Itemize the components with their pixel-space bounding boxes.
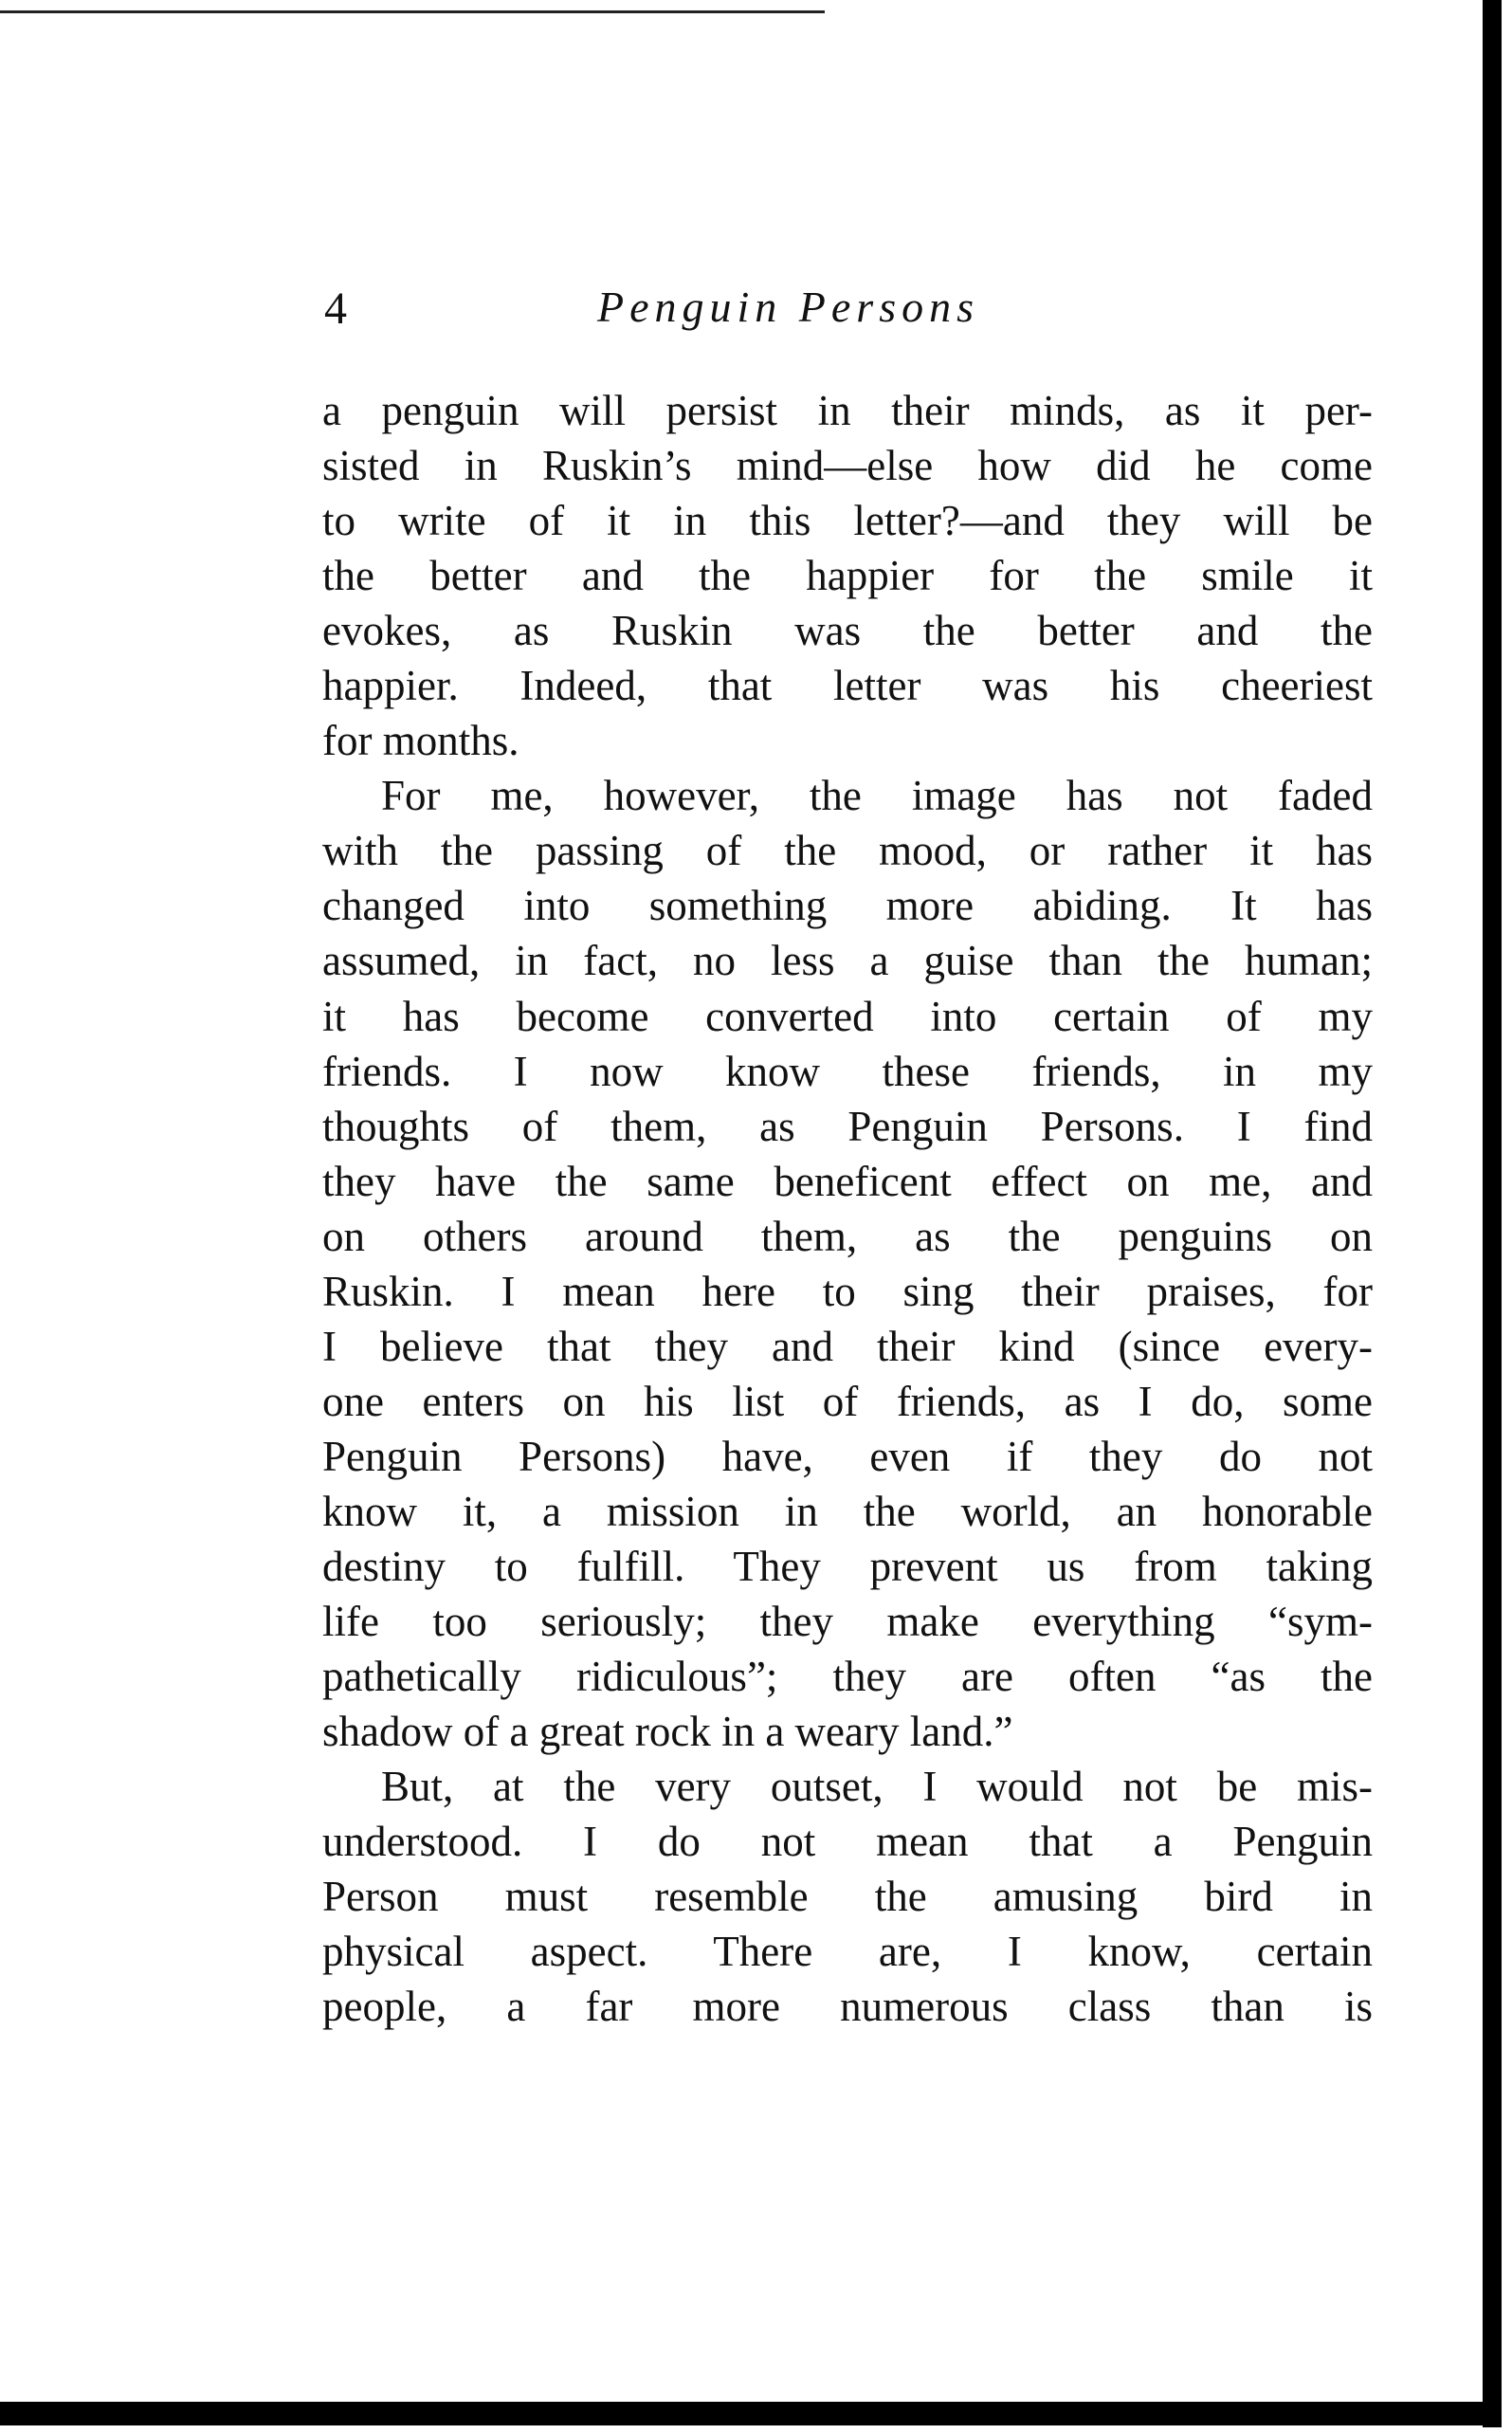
text-line: life too seriously; they make everything “sym- bbox=[322, 1598, 1373, 1646]
paragraph bbox=[322, 768, 1373, 1759]
text-line: one enters on his list of friends, as I do, some bbox=[322, 1377, 1373, 1425]
running-title: Penguin Persons bbox=[597, 283, 980, 331]
text-line: assumed, in fact, no less a guise than the human; bbox=[322, 937, 1373, 985]
text-line: the better and the happier for the smile it bbox=[322, 552, 1373, 600]
page-number: 4 bbox=[324, 284, 347, 334]
text-line: changed into something more abiding. It has bbox=[322, 882, 1373, 930]
text-line: people, a far more numerous class than is bbox=[322, 1983, 1373, 2031]
text-line: to write of it in this letter?—and they will be bbox=[322, 497, 1373, 545]
text-line: on others around them, as the penguins on bbox=[322, 1212, 1373, 1260]
paragraph bbox=[322, 383, 1373, 768]
text-line: evokes, as Ruskin was the better and the bbox=[322, 607, 1373, 655]
text-line: they have the same beneficent effect on me, and bbox=[322, 1157, 1373, 1205]
body-text bbox=[322, 383, 1373, 2034]
text-line: I believe that they and their kind (since every- bbox=[322, 1322, 1373, 1370]
text-line: sisted in Ruskin’s mind—else how did he come bbox=[322, 442, 1373, 490]
text-line: shadow of a great rock in a weary land.” bbox=[322, 1708, 1013, 1756]
text-line: Person must resemble the amusing bird in bbox=[322, 1873, 1373, 1921]
page-edge-shadow-right bbox=[1483, 0, 1502, 2427]
text-line: For me, however, the image has not faded bbox=[381, 772, 1373, 820]
text-line: Penguin Persons) have, even if they do not bbox=[322, 1432, 1373, 1480]
text-line: But, at the very outset, I would not be mis- bbox=[381, 1763, 1373, 1811]
text-line: pathetically ridiculous”; they are often “as the bbox=[322, 1653, 1373, 1701]
text-line: physical aspect. There are, I know, certain bbox=[322, 1928, 1373, 1976]
text-line: happier. Indeed, that letter was his cheeriest bbox=[322, 662, 1373, 710]
text-line: a penguin will persist in their minds, as it per- bbox=[322, 387, 1373, 434]
text-line: destiny to fulfill. They prevent us from taking bbox=[322, 1542, 1373, 1590]
text-line: friends. I now know these friends, in my bbox=[322, 1047, 1373, 1095]
text-line: it has become converted into certain of my bbox=[322, 992, 1373, 1040]
paragraph bbox=[322, 1759, 1373, 2034]
text-line: understood. I do not mean that a Penguin bbox=[322, 1818, 1373, 1866]
top-rule bbox=[0, 10, 825, 13]
text-line: Ruskin. I mean here to sing their praises, for bbox=[322, 1267, 1373, 1315]
text-line: for months. bbox=[322, 717, 519, 765]
text-line: with the passing of the mood, or rather it has bbox=[322, 827, 1373, 875]
text-line: thoughts of them, as Penguin Persons. I find bbox=[322, 1102, 1373, 1150]
text-line: know it, a mission in the world, an honorable bbox=[322, 1487, 1373, 1535]
page-edge-shadow-bottom bbox=[0, 2402, 1502, 2425]
